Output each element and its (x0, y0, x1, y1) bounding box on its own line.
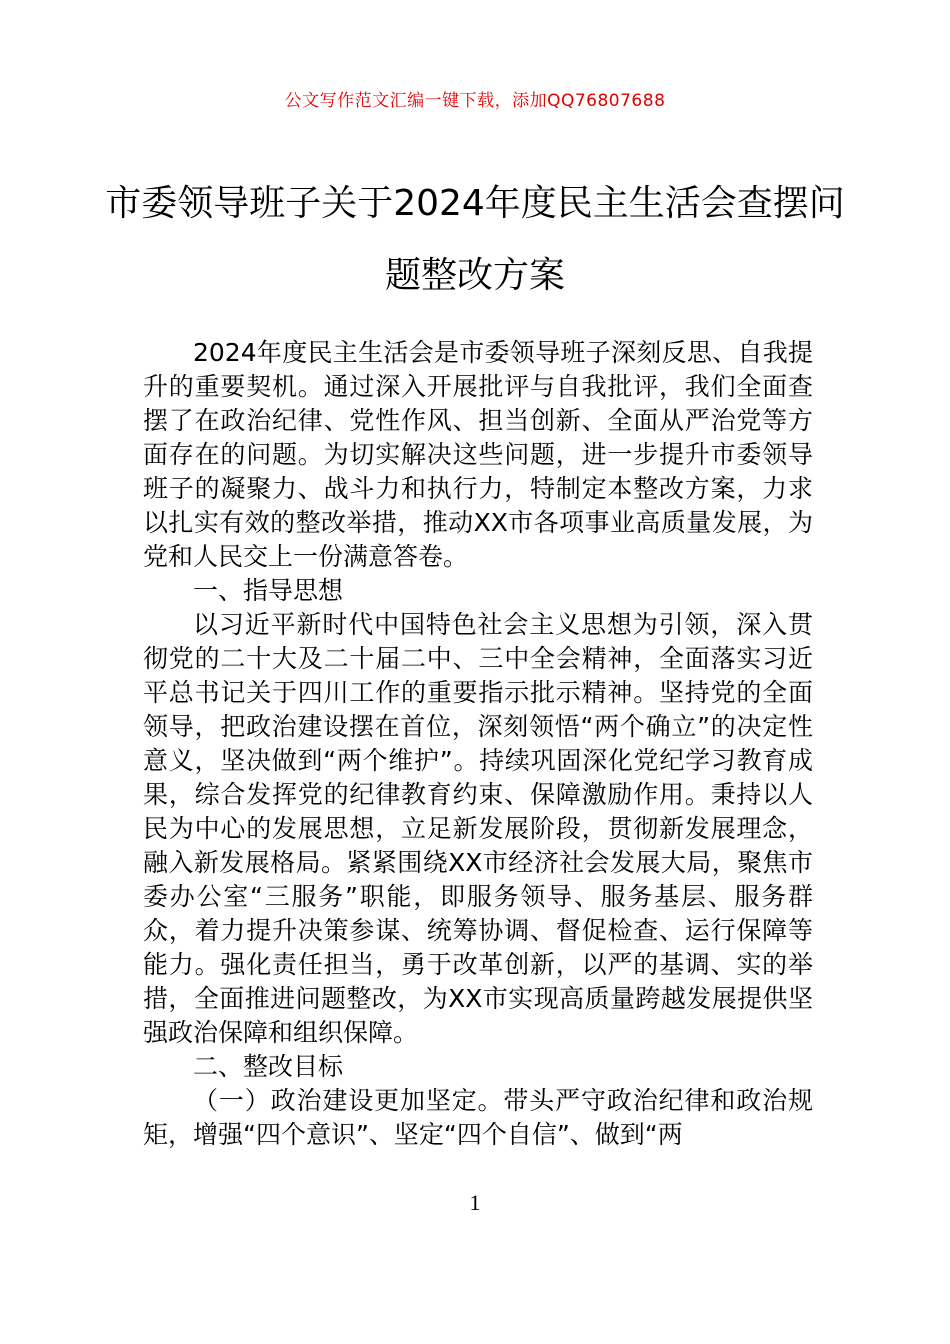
paragraph-goal-1: （一）政治建设更加坚定。带头严守政治纪律和政治规矩，增强“四个意识”、坚定“四个自信”、做到“两 (143, 1086, 813, 1149)
paragraph-guiding-ideology: 以习近平新时代中国特色社会主义思想为引领，深入贯彻党的二十大及二十届二中、三中全会精神，全面落实习近平总书记关于四川工作的重要指示批示精神。坚持党的全面领导，把政治建设摆在首位，深刻领悟“两个确立”的决定性意义，坚决做到“两个维护”。持续巩固深化党纪学习教育成果，综合发挥党的纪律教育约束、保障激励作用。秉持以人民为中心的发展思想，立足新发展阶段，贯彻新发展理念，融入新发展格局。紧紧围绕XX市经济社会发展大局，聚焦市委办公室“三服务”职能，即服务领导、服务基层、服务群众，着力提升决策参谋、统筹协调、督促检查、运行保障等能力。强化责任担当，勇于改革创新，以严的基调、实的举措，全面推进问题整改，为XX市实现高质量跨越发展提供坚强政治保障和组织保障。 (143, 610, 813, 1047)
header-note: 公文写作范文汇编一键下载，添加QQ76807688 (284, 91, 666, 111)
section-heading-goals: 二、整改目标 (193, 1052, 344, 1081)
section-heading-guiding-ideology: 一、指导思想 (193, 576, 344, 605)
document-title: 市委领导班子关于2024年度民主生活会查摆问题整改方案 (105, 183, 845, 296)
paragraph-intro: 2024年度民主生活会是市委领导班子深刻反思、自我提升的重要契机。通过深入开展批评与自我批评，我们全面查摆了在政治纪律、党性作风、担当创新、全面从严治党等方面存在的问题。为切实解决这些问题，进一步提升市委领导班子的凝聚力、战斗力和执行力，特制定本整改方案，力求以扎实有效的整改举措，推动XX市各项事业高质量发展，为党和人民交上一份满意答卷。 (143, 338, 813, 571)
document-body (143, 336, 813, 1152)
page-number: 1 (469, 1190, 481, 1215)
